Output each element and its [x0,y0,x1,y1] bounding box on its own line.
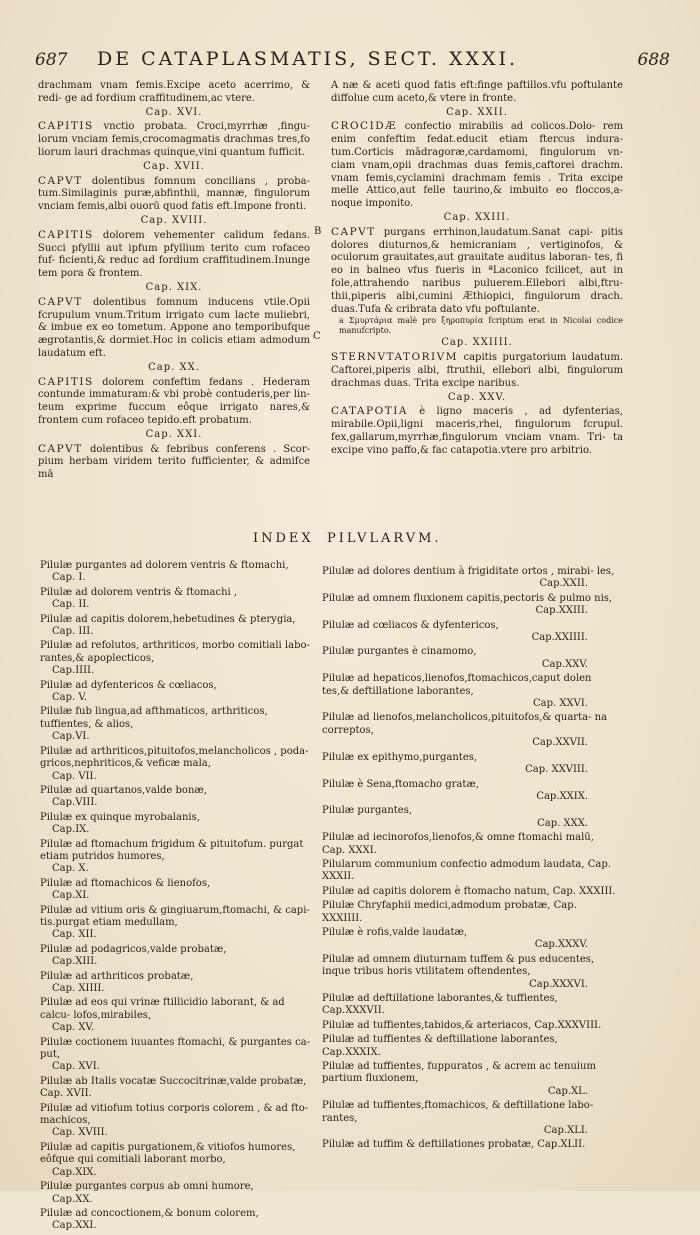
index-title-left: INDEX [253,531,314,546]
index-entry [40,839,312,876]
index-entry [40,785,312,810]
index-entry [322,646,618,671]
index-entry-title: Pilulæ ex epithymo,purgantes, [322,751,478,763]
index-entry-title: Pilulæ ad deftillatione laborantes,& tuffientes, Cap.XXXVII. [322,993,558,1017]
index-entry [40,1181,312,1206]
index-entry-chapter: Cap. III. [52,626,94,638]
chapter-heading: Cap. XXI. [145,428,203,440]
index-entry-chapter: Cap. XVIII. [52,1127,108,1139]
paragraph-text: è ligno maceris , ad dyfenterias, mirabile.Opii,ligni maceris,rhei, fingulorum fcrupul. fex,gallarum,myrrhæ,fingulorum vnciam vnam. Tri- ta excipe vino paffo,& fac catapotia.vtere pro arbitrio. [331,406,623,456]
index-entry-chapter: Cap.XLI. [543,1125,588,1137]
index-entry-title: Pilulæ ad capitis dolorem è ftomacho natum, Cap. XXXIII. [322,885,616,897]
section-title: DE CATAPLASMATIS, SECT. XXXI. [97,48,519,70]
paragraph [38,376,310,428]
index-entry-title: Pilularum communium confectio admodum laudata, Cap. XXXII. [322,858,611,883]
paragraph [38,120,310,159]
index-entry [322,993,618,1018]
chapter-heading: Cap. XXIIII. [441,337,513,349]
index-entry-title: Pilulæ ex quinque myrobalanis, [40,811,200,823]
index-entry-chapter: Cap.XXIX. [536,790,588,802]
index-entry-title: Pilulæ ad tuffientes & deftillatione laborantes, Cap.XXXIX. [322,1034,558,1058]
index-entry-chapter: Cap.XXV. [541,658,588,670]
index-entry-title: Pilulæ coctionem iuuantes ftomachi, & purgantes ca- put, [40,1036,311,1061]
paragraph-text: dolentibus fomnum concilians , proba- tum.Similaginis puræ,abfinthii, mannæ, fingulorum vnciam femis,albi ouorū quod fatis eft.Impone fronti. [38,175,310,213]
paragraph-text: dolorem vehementer calidum fedans. Succi pfyllii aut ipfum pfyllium terito cum rofaceo fuf- ficienti,& reduc ad fordium craffitudinem.Inunge tem pora & frontem. [38,229,310,280]
index-entry-title: Pilulæ ad tuffientes, fuppuratos , & acrem ac tenuium partium fluxionem, [322,1061,596,1085]
paragraph [38,296,310,361]
index-entry-chapter: Cap. XII. [52,929,97,941]
index-entry-chapter: Cap.IIII. [52,665,95,677]
paragraph-lead-word: CAPVT [331,225,376,238]
paragraph-lead-word: CAPITIS [38,228,94,241]
paragraph-lead-word: CATAPOTIA [331,405,408,418]
index-entry-title: Pilulæ Chryfaphii medici,admodum probatæ, Cap. XXXIIII. [322,900,577,924]
index-entry-title: Pilulæ purgantes è cinamomo, [322,646,477,658]
index-entry-chapter: Cap.XIX. [52,1166,97,1178]
paragraph [38,175,310,214]
paragraph-lead-word: CAPITIS [38,120,94,133]
paragraph-text: dolorem confeftim fedans . Hederam contunde immaturam:& vbi probè contuderis,per lin- teum exprime fuccum eôque irrigato nares,& frontem cum rofaceo tepido.eft probatum. [38,376,310,426]
index-entry [40,1208,312,1233]
index-entry [322,927,618,952]
paragraph-lead-word: STERNVTATORIVM [331,351,458,364]
index-entry-title: Pilulæ purgantes corpus ab omni humore, [40,1181,254,1193]
index-entry-title: Pilulæ fub lingua,ad afthmaticos, arthriticos, tuffientes, & alios, [40,706,268,730]
index-entry [322,832,618,857]
chapter-heading: Cap. XX. [148,361,200,373]
index-entry-title: Pilulæ ad dyfentericos & cœliacos, [40,679,217,691]
paragraph-text: confectio mirabilis ad colicos.Dolo- rem enim confeftim fedat.educit etiam ftercus indura- tum.Corticis mādragoræ,cardamomi, fingulorum vn- ciam vnam,opii drachmas duas femis,caftorei drachm. vnam femis,cyclamini drachmam femis . Trita excipe melle Attico,aut felle taurino,& imbuito eo floccos,a- noque imponito. [331,121,623,210]
index-entry-title: Pilulæ ad vitiofum totius corporis colorem , & ad fto- machicos, [40,1102,309,1127]
index-left-column [40,560,312,1235]
paragraph [331,80,623,106]
index-entry-chapter: Cap. II. [52,599,90,611]
right-page-number: 688 [637,50,670,70]
index-entry-title: Pilulæ ad tuffim & deftillationes probatæ, Cap.XLII. [322,1139,586,1151]
index-entry [322,859,618,884]
index-entry-chapter: Cap.XXIIII. [531,632,588,644]
index-entry [322,779,618,804]
index-entry-title: Pilulæ ad omnem diuturnam tuffem & pus educentes, inque tribus horis vtilitatem oftendentes, [322,953,595,978]
index-entry-chapter: Cap.XI. [52,890,90,902]
index-entry-chapter: Cap.XXXVI. [529,978,588,990]
index-entry [40,1142,312,1179]
paragraph [38,443,310,482]
margin-letter-b: B [314,226,322,237]
paragraph-text: dolentibus & febribus conferens . Scor- pium herbam viridem terito fufficienter, & admifce mā [38,443,310,481]
index-heading [0,531,700,549]
index-entry-title: Pilulæ è Sena,ftomacho gratæ, [322,778,479,790]
index-entry [322,566,618,591]
paragraph [38,80,310,106]
paragraph-lead-word: CAPVT [38,442,83,455]
index-entry-title: Pilulæ ad ftomachicos & lienofos, [40,877,211,889]
index-entry-chapter: Cap.XXXV. [534,939,588,951]
index-entry [40,944,312,969]
index-entry [322,1034,618,1059]
index-entry [40,971,312,996]
index-entry [322,673,618,710]
index-entry-chapter: Cap.XXVII. [532,737,588,749]
index-entry [40,587,312,612]
chapter-heading: Cap. XXII. [446,106,508,118]
index-entry-title: Pilulæ ad dolorem ventris & ftomachi , [40,586,238,598]
index-entry [40,614,312,639]
index-entry-chapter: Cap.XXIII. [535,605,588,617]
index-entry-title: Pilulæ ad omnem fluxionem capitis,pectoris & pulmo nis, [322,592,613,604]
chapter-heading: Cap. XXV. [447,391,507,403]
index-entry [322,886,618,898]
index-entry [322,805,618,830]
index-title-right: PILVLARVM. [327,531,442,546]
index-entry-chapter: Cap. XXVI. [533,698,588,710]
paragraph-text: purgans errhinon,laudatum.Sanat capi- pitis dolores diuturnos,& hemicraniam , vertiginofos, & oculorum grauitates,aut grauitate auditus laboran- tes, fi eo in balneo vfus fueris in ªLaconico fcilicet, aut in fole,attrahendo naribus puluerem.Ellebori albi,ftru- thii,piperis albi,cumini Æthiopici, fingulorum drach. duas.Tufa & cribrata dato vfu poftulante. [331,226,623,315]
footnote: a Σμυρτάρια malè pro ξηροπυρία fcriptum erat in Nicolai codice manufcripto. [339,316,623,336]
index-entry-chapter: Cap. X. [52,863,89,875]
index-entry-chapter: Cap.XIII. [52,956,98,968]
index-entry [322,1020,618,1032]
running-head [35,50,670,72]
index-entry-chapter: Cap. XXX. [537,817,588,829]
paragraph-text: vnctio probata. Croci,myrrhæ ,fingu- lorum vnciam femis,crocomagmatis drachmas tres,fo liorum lauri drachmas quinque,vini quantum fufficit. [38,121,310,158]
paragraph-text: drachmam vnam femis.Excipe aceto acerrimo, & redi- ge ad fordium craffitudinem,ac vtere. [38,80,310,104]
index-entry-chapter: Cap. I. [52,572,86,584]
index-entry [40,812,312,837]
chapter-heading: Cap. XIX. [145,281,203,293]
index-entry-chapter: Cap.XL. [547,1085,588,1097]
index-entry-title: Pilulæ ad concoctionem,& bonum colorem, [40,1207,259,1219]
index-entry [322,954,618,991]
paragraph [331,120,623,211]
index-entry-chapter: Cap. XXVIII. [525,764,588,776]
paragraph-lead-word: CAPITIS [38,375,94,388]
index-entry [322,1139,618,1151]
right-text-column [331,80,623,458]
index-entry-title: Pilulæ purgantes, [322,805,413,817]
index-entry [40,905,312,942]
index-entry-chapter: Cap. XVI. [52,1061,100,1073]
index-entry-title: Pilulæ ab Italis vocatæ Succocitrinæ,valde probatæ, Cap. XVII. [40,1075,307,1100]
chapter-heading: Cap. XXIII. [443,211,511,223]
index-entry [40,878,312,903]
index-entry [40,560,312,585]
index-entry-title: Pilulæ ad iecinorofos,lienofos,& omne ftomachi malū, Cap. XXXI. [322,832,594,856]
index-entry-title: Pilulæ purgantes ad dolorem ventris & ftomachi, [40,560,289,571]
index-entry-title: Pilulæ ad refolutos, arthriticos, morbo comitiali labo- rantes,& apoplecticos, [40,640,310,664]
index-entry [40,746,312,783]
chapter-heading: Cap. XVI. [145,106,203,118]
index-entry [322,1100,618,1137]
index-entry-chapter: Cap. V. [52,692,88,704]
index-entry [40,640,312,677]
index-entry-title: Pilulæ ad cœliacos & dyfentericos, [322,619,499,631]
index-entry-chapter: Cap.VIII. [52,797,98,809]
index-entry-chapter: Cap. XIIII. [52,983,105,994]
index-entry [40,997,312,1034]
left-text-column [38,80,310,482]
index-entry-chapter: Cap. XV. [52,1022,95,1034]
index-entry-title: Pilulæ ad quartanos,valde bonæ, [40,784,207,796]
index-entry-title: Pilulæ ad eos qui vrinæ ftillicidio laborant, & ad calcu- lofos,mirabiles, [40,997,285,1021]
paragraph [331,405,623,457]
index-entry-chapter: Cap.XXI. [52,1220,97,1232]
left-page-number: 687 [35,50,68,70]
index-entry-chapter: Cap.XX. [52,1193,93,1205]
index-entry-title: Pilulæ ad lienofos,melancholicos,pituitofos,& quarta- na correptos, [322,712,608,736]
index-entry-title: Pilulæ ad arthriticos,pituitofos,melancholicos , poda- gricos,nephriticos,& veficæ mala, [40,745,309,770]
chapter-heading: Cap. XVII. [143,160,205,172]
index-right-column [322,566,618,1154]
index-entry-title: Pilulæ ad ftomachum frigidum & pituitofum. purgat etiam putridos humores, [40,838,304,862]
index-entry [40,1076,312,1101]
index-entry-title: Pilulæ ad tuffientes,ftomachicos, & deftillatione labo- rantes, [322,1100,594,1124]
index-entry [322,1061,618,1098]
chapter-heading: Cap. XVIII. [140,214,208,226]
paragraph [38,229,310,281]
index-entry [322,900,618,925]
index-entry-title: Pilulæ ad tuffientes,tabidos,& arteriacos, Cap.XXXVIII. [322,1019,602,1031]
index-entry [40,680,312,705]
index-entry-title: Pilulæ ad capitis dolorem,hebetudines & pterygia, [40,613,296,625]
paragraph-lead-word: CAPVT [38,295,83,308]
paragraph [331,226,623,317]
index-entry-title: Pilulæ ad capitis purgationem,& vitiofos humores, eôfque qui comitiali laborant morbo, [40,1141,296,1166]
index-entry [40,706,312,743]
paragraph-lead-word: CROCIDÆ [331,120,398,133]
index-entry-title: Pilulæ ad podagricos,valde probatæ, [40,943,227,955]
index-entry [322,620,618,645]
paragraph-text: A næ & aceti quod fatis eft:finge paftillos.vfu poftulante diffolue cum aceto,& vtere in fronte. [331,80,623,104]
paragraph-lead-word: CAPVT [38,174,83,187]
index-entry-chapter: Cap.IX. [52,824,90,836]
index-entry [40,1037,312,1074]
paragraph-text: capitis purgatorium laudatum. Caftorei,piperis albi, ftruthii, ellebori albi, fingulorum drachmas duas. Trita excipe naribus. [331,352,623,389]
margin-letter-c: C [313,331,321,342]
index-entry [322,752,618,777]
paragraph-text: dolentibus fomnum inducens vtile.Opii fcrupulum vnum.Tritum irrigato cum lacte muliebri, & imbue ex eo tometum. Appone ano temporibufque ægrotantis,& dormiet.Hoc in colicis etiam admodum laudatum eft. [38,296,310,359]
index-entry [40,1103,312,1140]
index-entry-title: Pilulæ ad vitium oris & gingiuarum,ftomachi, & capi- tis.purgat etiam medullam, [40,904,310,928]
index-entry-title: Pilulæ ad hepaticos,lienofos,ftomachicos,caput dolen tes,& deftillatione laborantes, [322,673,592,697]
index-entry [322,712,618,749]
paragraph [331,351,623,390]
index-entry-title: Pilulæ ad dolores dentium à frigiditate ortos , mirabi- les, [322,566,615,577]
index-entry-chapter: Cap. VII. [52,770,97,782]
index-entry [322,593,618,618]
index-entry-chapter: Cap.VI. [52,731,90,743]
index-entry-chapter: Cap.XXII. [539,578,588,590]
index-entry-title: Pilulæ ad arthriticos probatæ, [40,970,194,982]
index-entry-title: Pilulæ è rofis,valde laudatæ, [322,926,468,938]
